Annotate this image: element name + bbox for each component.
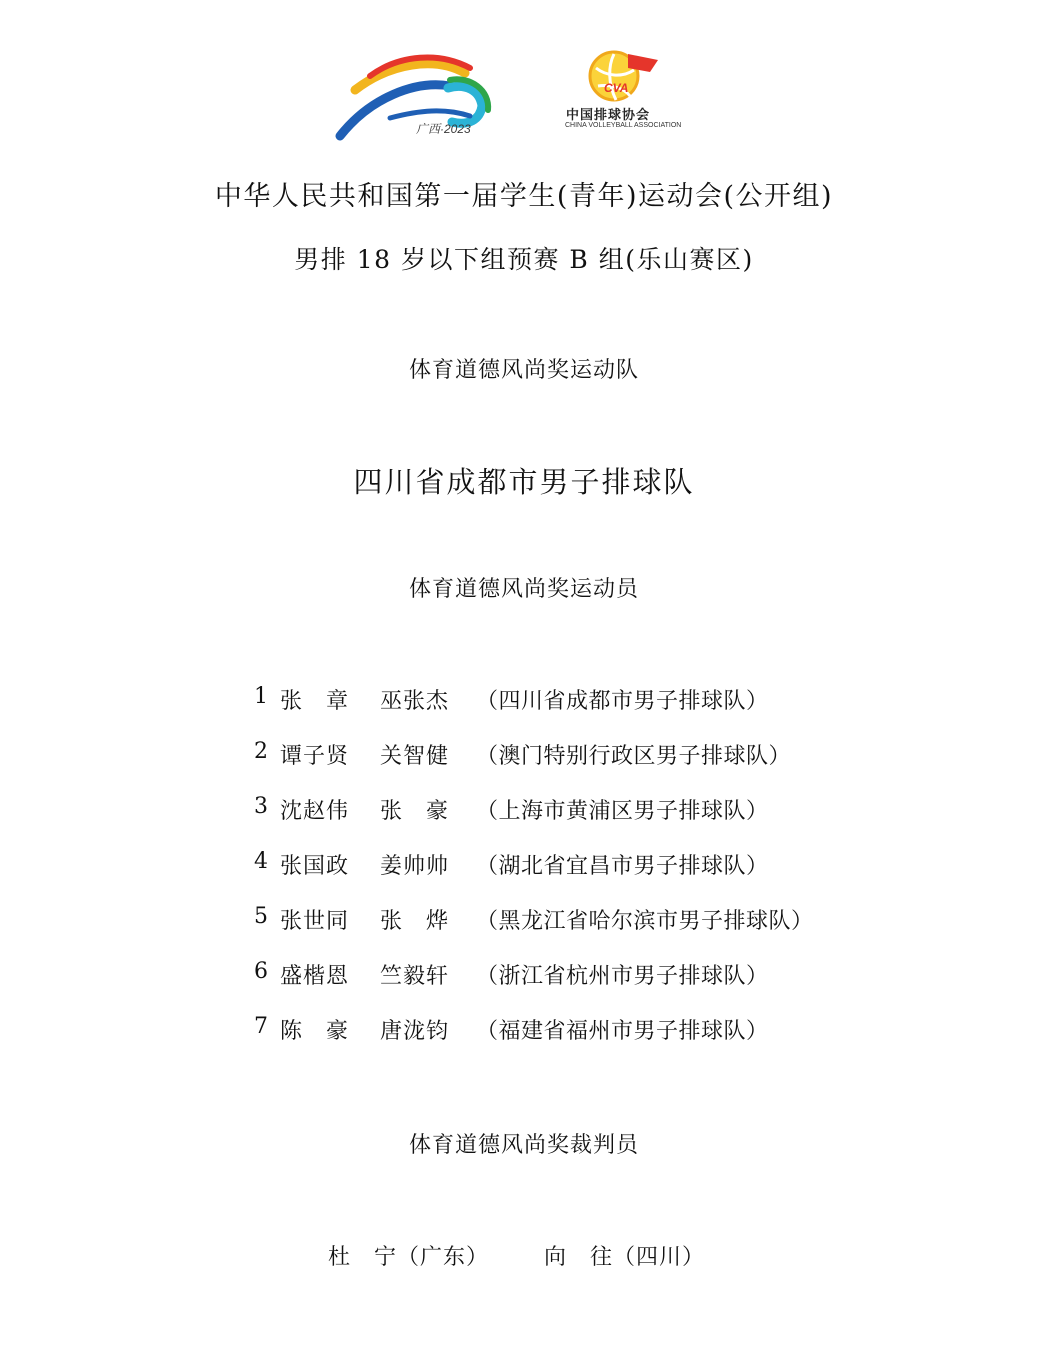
referee-name: 杜 宁（广东） <box>328 1245 490 1270</box>
player-name: 沈赵伟 <box>280 799 350 824</box>
player-name: 张 烨 <box>380 909 450 934</box>
player-name: 谭子贤 <box>280 744 350 769</box>
games-year: 广西·2023 <box>416 122 471 136</box>
player-name: 巫张杰 <box>380 689 450 714</box>
referee-award-heading: 体育道德风尚奖裁判员 <box>408 1133 639 1158</box>
logo-area <box>330 28 720 146</box>
document-subtitle: 男排 18 岁以下组预赛 B 组(乐山赛区) <box>294 245 754 274</box>
player-name: 关智健 <box>380 744 450 769</box>
player-name: 张世同 <box>280 909 350 934</box>
row-number: 4 <box>254 849 268 874</box>
player-team: （福建省福州市男子排球队） <box>476 1019 769 1044</box>
row-number: 1 <box>254 684 268 709</box>
player-team: （浙江省杭州市男子排球队） <box>476 964 769 989</box>
player-name: 陈 豪 <box>280 1019 350 1044</box>
document-title: 中华人民共和国第一届学生(青年)运动会(公开组) <box>214 181 834 212</box>
player-team: （黑龙江省哈尔滨市男子排球队） <box>476 909 814 934</box>
player-name: 张国政 <box>280 854 350 879</box>
association-name-cn: 中国排球协会 <box>566 108 651 123</box>
player-team: （澳门特别行政区男子排球队） <box>476 744 792 769</box>
row-number: 3 <box>254 794 268 819</box>
player-name: 姜帅帅 <box>380 854 450 879</box>
player-name: 竺毅轩 <box>380 964 450 989</box>
row-number: 5 <box>254 904 268 929</box>
player-name: 张 章 <box>280 689 350 714</box>
games-logo <box>330 28 500 143</box>
player-team: （上海市黄浦区男子排球队） <box>476 799 769 824</box>
cva-logo <box>562 48 682 143</box>
row-number: 2 <box>254 739 268 764</box>
player-name: 张 豪 <box>380 799 450 824</box>
row-number: 7 <box>254 1014 268 1039</box>
player-team: （四川省成都市男子排球队） <box>476 689 769 714</box>
referee-name: 向 往（四川） <box>544 1245 706 1270</box>
player-award-heading: 体育道德风尚奖运动员 <box>408 577 639 602</box>
player-name: 盛楷恩 <box>280 964 350 989</box>
player-name: 唐泷钧 <box>380 1019 450 1044</box>
games-logo-swoosh-icon <box>330 28 500 143</box>
player-team: （湖北省宜昌市男子排球队） <box>476 854 769 879</box>
team-award-winner: 四川省成都市男子排球队 <box>353 465 695 499</box>
association-name-en: CHINA VOLLEYBALL ASSOCIATION <box>565 122 682 129</box>
volleyball-icon <box>584 48 664 104</box>
team-award-heading: 体育道德风尚奖运动队 <box>408 358 639 383</box>
row-number: 6 <box>254 959 268 984</box>
svg-text:CVA: CVA <box>604 81 629 95</box>
